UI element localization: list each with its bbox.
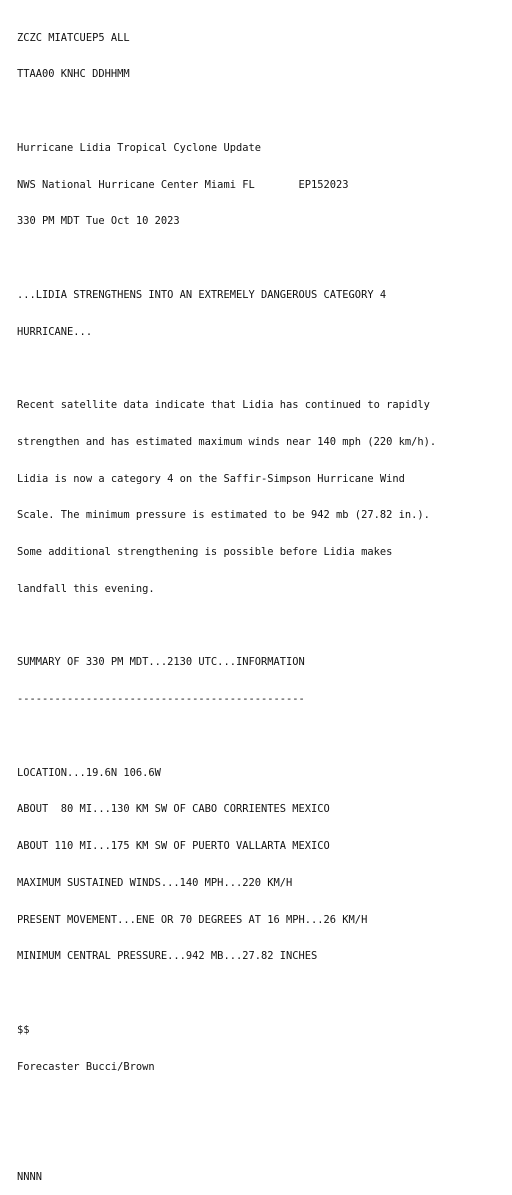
headline-line-1: ...LIDIA STRENGTHENS INTO AN EXTREMELY DANGEROUS CATEGORY 4 — [17, 288, 387, 301]
end-marker: $$ — [17, 1023, 30, 1036]
awips-id-line: ZCZC MIATCUEP5 ALL — [17, 31, 130, 44]
summary-heading: SUMMARY OF 330 PM MDT...2130 UTC...INFORMATION — [17, 656, 305, 669]
closing-marker: NNNN — [17, 1170, 43, 1183]
spacer — [17, 252, 507, 264]
advisory-title: Hurricane Lidia Tropical Cyclone Update — [17, 141, 261, 154]
summary-distance-vallarta: ABOUT 110 MI...175 KM SW OF PUERTO VALLARTA MEXICO — [17, 840, 330, 852]
headline-line-2: HURRICANE... — [17, 325, 93, 338]
spacer — [17, 987, 507, 999]
summary-distance-cabo: ABOUT 80 MI...130 KM SW OF CABO CORRIENTES MEXICO — [17, 803, 330, 816]
spacer — [17, 1134, 507, 1146]
summary-rule: ---------------------------------------------- — [17, 693, 305, 705]
advisory-document — [17, 7, 507, 1195]
body-text-line: Some additional strengthening is possible before Lidia makes — [17, 546, 393, 558]
body-text-line: Recent satellite data indicate that Lidia has continued to rapidly — [17, 399, 430, 411]
issuing-office: NWS National Hurricane Center Miami FL EP152023 — [17, 178, 349, 191]
spacer — [17, 105, 507, 117]
spacer — [17, 362, 507, 374]
spacer — [17, 620, 507, 632]
summary-max-winds: MAXIMUM SUSTAINED WINDS...140 MPH...220 KM/H — [17, 876, 293, 889]
spacer — [17, 730, 507, 742]
summary-movement: PRESENT MOVEMENT...ENE OR 70 DEGREES AT 16 MPH...26 KM/H — [17, 913, 368, 926]
body-text-line: Lidia is now a category 4 on the Saffir-Simpson Hurricane Wind — [17, 472, 405, 485]
body-text-line: Scale. The minimum pressure is estimated to be 942 mb (27.82 in.). — [17, 509, 430, 522]
spacer — [17, 1097, 507, 1109]
forecaster-signature: Forecaster Bucci/Brown — [17, 1060, 155, 1073]
body-text-line: landfall this evening. — [17, 582, 155, 595]
wmo-header-line: TTAA00 KNHC DDHHMM — [17, 68, 130, 81]
summary-location: LOCATION...19.6N 106.6W — [17, 766, 161, 779]
summary-pressure: MINIMUM CENTRAL PRESSURE...942 MB...27.82 INCHES — [17, 950, 318, 963]
issue-time: 330 PM MDT Tue Oct 10 2023 — [17, 215, 180, 228]
body-text-line: strengthen and has estimated maximum winds near 140 mph (220 km/h). — [17, 435, 437, 448]
